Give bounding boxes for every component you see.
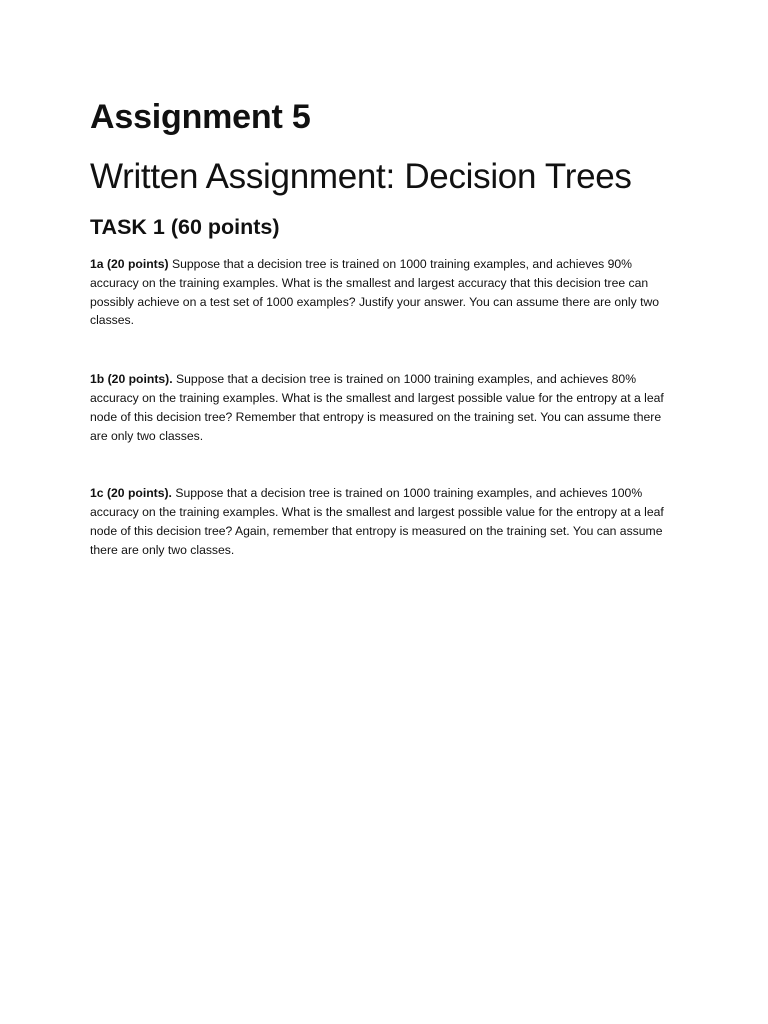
document-subtitle: Written Assignment: Decision Trees — [90, 157, 632, 196]
question-1a — [90, 255, 682, 330]
question-1b — [90, 370, 682, 445]
task-heading: TASK 1 (60 points) — [90, 215, 280, 239]
question-label: 1a (20 points) — [90, 257, 169, 271]
document-body — [90, 96, 690, 560]
question-1c — [90, 484, 682, 559]
question-label: 1b (20 points). — [90, 372, 173, 387]
question-text: Suppose that a decision tree is trained on 1000 training examples, and achieves 90% accuracy on the training examples. What is the smallest and largest accuracy that this decision tree can possibly achieve on a test set of 1000 examples? Justify your answer. You can assume there are only two classes. — [90, 257, 660, 328]
question-label: 1c (20 points). — [90, 486, 172, 501]
question-text: Suppose that a decision tree is trained on 1000 training examples, and achieves 100% accuracy on the training examples. What is the smallest and largest possible value for the entropy at a leaf node of this decision tree? Again, remember that entropy is measured on the training set. You can assume there are only two classes. — [90, 486, 664, 557]
document-title: Assignment 5 — [90, 98, 311, 136]
question-text: Suppose that a decision tree is trained on 1000 training examples, and achieves 80% accuracy on the training examples. What is the smallest and largest possible value for the entropy at a leaf node of this decision tree? Remember that entropy is measured on the training set. You can assume there are only two classes. — [90, 372, 664, 443]
